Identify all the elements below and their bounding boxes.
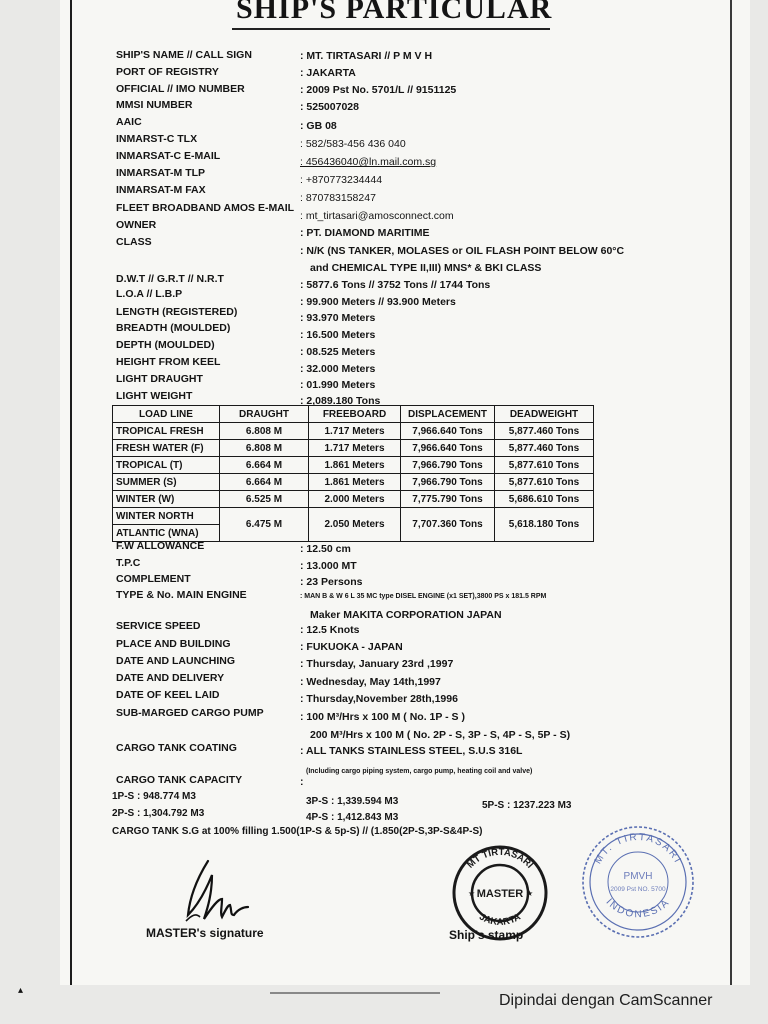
- bottom-rule: [270, 992, 440, 994]
- field-value: : 582/583-456 436 040: [300, 138, 406, 150]
- column-header: DEADWEIGHT: [495, 406, 594, 423]
- table-cell: ATLANTIC (WNA): [113, 525, 220, 542]
- table-cell: 2.000 Meters: [309, 491, 401, 508]
- field-label: DATE AND LAUNCHING: [116, 655, 235, 667]
- field-label: INMARSAT-M TLP: [116, 167, 206, 179]
- table-row: [113, 508, 594, 525]
- field-value: : MAN B & W 6 L 35 MC type DISEL ENGINE (x1 SET),3800 PS x 181.5 RPM: [300, 593, 547, 600]
- field-value: : PT. DIAMOND MARITIME: [300, 227, 430, 239]
- field-label: INMARSAT-C E-MAIL: [116, 150, 221, 162]
- table-cell: 6.475 M: [220, 508, 309, 542]
- table-cell: 5,877.610 Tons: [495, 457, 594, 474]
- load-line-table: [112, 405, 594, 542]
- table-row: [113, 457, 594, 474]
- field-label: TYPE & No. MAIN ENGINE: [116, 589, 247, 601]
- field-label: COMPLEMENT: [116, 573, 191, 585]
- field-value: :: [300, 776, 304, 788]
- field-value: : Thursday,November 28th,1996: [300, 693, 458, 705]
- master-signature-label: MASTER's signature: [146, 926, 264, 940]
- title-underline: [232, 28, 550, 30]
- field-value: : ALL TANKS STAINLESS STEEL, S.U.S 316L: [300, 745, 523, 757]
- field-label: AAIC: [116, 116, 142, 128]
- field-label: DATE AND DELIVERY: [116, 672, 225, 684]
- field-label: OFFICIAL // IMO NUMBER: [116, 83, 245, 95]
- table-cell: 5,877.610 Tons: [495, 474, 594, 491]
- table-row: [113, 474, 594, 491]
- tank-capacity: 3P-S : 1,339.594 M3: [306, 796, 399, 807]
- table-cell: 7,966.790 Tons: [401, 474, 495, 491]
- tank-capacity: 4P-S : 1,412.843 M3: [306, 812, 399, 823]
- field-value: : mt_tirtasari@amosconnect.com: [300, 210, 454, 222]
- field-value: : FUKUOKA - JAPAN: [300, 641, 403, 653]
- field-value: : Thursday, January 23rd ,1997: [300, 658, 454, 670]
- tank-capacity: 5P-S : 1237.223 M3: [482, 800, 572, 811]
- document-title: SHIP'S PARTICULAR: [236, 0, 553, 25]
- table-cell: TROPICAL (T): [113, 457, 220, 474]
- field-label: FLEET BROADBAND AMOS E-MAIL: [116, 202, 295, 214]
- table-cell: 7,966.640 Tons: [401, 423, 495, 440]
- table-cell: 6.525 M: [220, 491, 309, 508]
- field-label: INMARST-C TLX: [116, 133, 198, 145]
- field-value: 200 M³/Hrs x 100 M ( No. 2P - S, 3P - S, 4P - S, 5P - S): [310, 729, 571, 741]
- field-label: SUB-MARGED CARGO PUMP: [116, 707, 264, 719]
- field-value: : 525007028: [300, 101, 359, 113]
- star-icon: ★: [526, 889, 534, 898]
- field-value: : 2009 Pst No. 5701/L // 9151125: [300, 84, 457, 96]
- table-cell: SUMMER (S): [113, 474, 220, 491]
- field-value: : 16.500 Meters: [300, 329, 376, 341]
- column-header: FREEBOARD: [309, 406, 401, 423]
- field-value: Maker MAKITA CORPORATION JAPAN: [310, 609, 502, 621]
- stamp-text: JAKARTA: [477, 911, 523, 928]
- field-value: : N/K (NS TANKER, MOLASES or OIL FLASH POINT BELOW 60°C: [300, 245, 625, 257]
- table-cell: WINTER (W): [113, 491, 220, 508]
- field-value: : 99.900 Meters // 93.900 Meters: [300, 296, 456, 308]
- stamp-text: INDONESIA: [603, 896, 673, 921]
- field-value: : 12.5 Knots: [300, 624, 360, 636]
- table-cell: 6.664 M: [220, 457, 309, 474]
- field-value: : GB 08: [300, 120, 337, 132]
- field-label: HEIGHT FROM KEEL: [116, 356, 221, 368]
- field-value: : 08.525 Meters: [300, 346, 376, 358]
- stamp-text: MT TIRTASARI: [465, 846, 536, 871]
- field-label: PLACE AND BUILDING: [116, 638, 231, 650]
- field-value: : 12.50 cm: [300, 543, 351, 555]
- stamp-text: MT. TIRTASARI: [592, 831, 684, 867]
- cargo-tank-sg-line: CARGO TANK S.G at 100% filling 1.500(1P-S & 5p-S) // (1.850(2P-S,3P-S&4P-S): [112, 826, 483, 837]
- field-label: INMARSAT-M FAX: [116, 184, 206, 196]
- field-value: and CHEMICAL TYPE II,III) MNS* & BKI CLASS: [310, 262, 542, 274]
- svg-text:JAKARTA: [477, 911, 522, 927]
- ship-stamp-label: Ship's stamp: [449, 928, 524, 942]
- field-label: LENGTH (REGISTERED): [116, 306, 238, 318]
- table-cell: 6.664 M: [220, 474, 309, 491]
- field-value: : 13.000 MT: [300, 560, 357, 572]
- tank-capacity: 2P-S : 1,304.792 M3: [112, 808, 205, 819]
- field-value: : 2,089.180 Tons: [300, 395, 381, 407]
- field-label: CARGO TANK COATING: [116, 742, 237, 754]
- table-cell: FRESH WATER (F): [113, 440, 220, 457]
- page-border-right: [730, 0, 732, 985]
- field-value: : MT. TIRTASARI // P M V H: [300, 50, 433, 62]
- column-header: DRAUGHT: [220, 406, 309, 423]
- stamp-center-text: MASTER: [476, 888, 524, 900]
- table-cell: 1.717 Meters: [309, 440, 401, 457]
- stamp-center-text: PMVH: [623, 871, 653, 882]
- table-cell: 6.808 M: [220, 440, 309, 457]
- table-cell: 2.050 Meters: [309, 508, 401, 542]
- camscanner-footer: Dipindai dengan CamScanner: [499, 992, 713, 1009]
- field-label: CLASS: [116, 236, 152, 248]
- table-cell: 1.717 Meters: [309, 423, 401, 440]
- field-label: SERVICE SPEED: [116, 620, 201, 632]
- table-row: [113, 423, 594, 440]
- column-header: LOAD LINE: [113, 406, 220, 423]
- table-cell: 7,966.790 Tons: [401, 457, 495, 474]
- field-label: T.P.C: [116, 557, 141, 569]
- field-value: : 456436040@ln.mail.com.sg: [300, 156, 437, 168]
- field-value: : 93.970 Meters: [300, 312, 376, 324]
- column-header: DISPLACEMENT: [401, 406, 495, 423]
- field-value: : JAKARTA: [300, 67, 356, 79]
- scan-mark: ▴: [18, 985, 24, 996]
- field-label: F.W ALLOWANCE: [116, 540, 205, 552]
- field-label: OWNER: [116, 219, 157, 231]
- field-label: SHIP'S NAME // CALL SIGN: [116, 49, 252, 61]
- table-cell: 5,618.180 Tons: [495, 508, 594, 542]
- table-cell: TROPICAL FRESH: [113, 423, 220, 440]
- field-label: DEPTH (MOULDED): [116, 339, 215, 351]
- field-value: : 870783158247: [300, 192, 376, 204]
- stamp-center-text: 2009 Pst NO. 5700: [610, 886, 666, 893]
- field-value: : +870773234444: [300, 174, 383, 186]
- tank-capacity: 1P-S : 948.774 M3: [112, 791, 196, 802]
- field-value: (Including cargo piping system, cargo pump, heating coil and valve): [306, 768, 533, 775]
- field-value: : Wednesday, May 14th,1997: [300, 676, 441, 688]
- table-cell: 7,775.790 Tons: [401, 491, 495, 508]
- star-icon: ★: [468, 889, 476, 898]
- field-label: MMSI NUMBER: [116, 99, 193, 111]
- table-cell: 5,686.610 Tons: [495, 491, 594, 508]
- table-cell: 7,707.360 Tons: [401, 508, 495, 542]
- field-value: : 100 M³/Hrs x 100 M ( No. 1P - S ): [300, 711, 465, 723]
- field-label: DATE OF KEEL LAID: [116, 689, 220, 701]
- field-value: : 23 Persons: [300, 576, 363, 588]
- table-cell: 5,877.460 Tons: [495, 423, 594, 440]
- table-row: [113, 491, 594, 508]
- field-label: D.W.T // G.R.T // N.R.T: [116, 273, 224, 285]
- table-cell: 7,966.640 Tons: [401, 440, 495, 457]
- svg-text:MT TIRTASARI: [465, 847, 535, 871]
- table-cell: 1.861 Meters: [309, 457, 401, 474]
- field-label: L.O.A // L.B.P: [116, 288, 183, 300]
- master-signature: [178, 855, 268, 927]
- field-value: : 32.000 Meters: [300, 363, 376, 375]
- field-value: : 01.990 Meters: [300, 379, 376, 391]
- table-row: [113, 440, 594, 457]
- svg-text:INDONESIA: [604, 897, 673, 921]
- field-label: LIGHT DRAUGHT: [116, 373, 203, 385]
- page-border-left: [70, 0, 72, 985]
- field-label: PORT OF REGISTRY: [116, 66, 219, 78]
- table-cell: 5,877.460 Tons: [495, 440, 594, 457]
- table-header-row: [113, 406, 594, 423]
- field-label: BREADTH (MOULDED): [116, 322, 231, 334]
- table-cell: 6.808 M: [220, 423, 309, 440]
- field-label: CARGO TANK CAPACITY: [116, 774, 243, 786]
- field-value: : 5877.6 Tons // 3752 Tons // 1744 Tons: [300, 279, 491, 291]
- field-label: LIGHT WEIGHT: [116, 390, 193, 402]
- table-cell: 1.861 Meters: [309, 474, 401, 491]
- official-blue-stamp: [578, 822, 698, 942]
- table-cell: WINTER NORTH: [113, 508, 220, 525]
